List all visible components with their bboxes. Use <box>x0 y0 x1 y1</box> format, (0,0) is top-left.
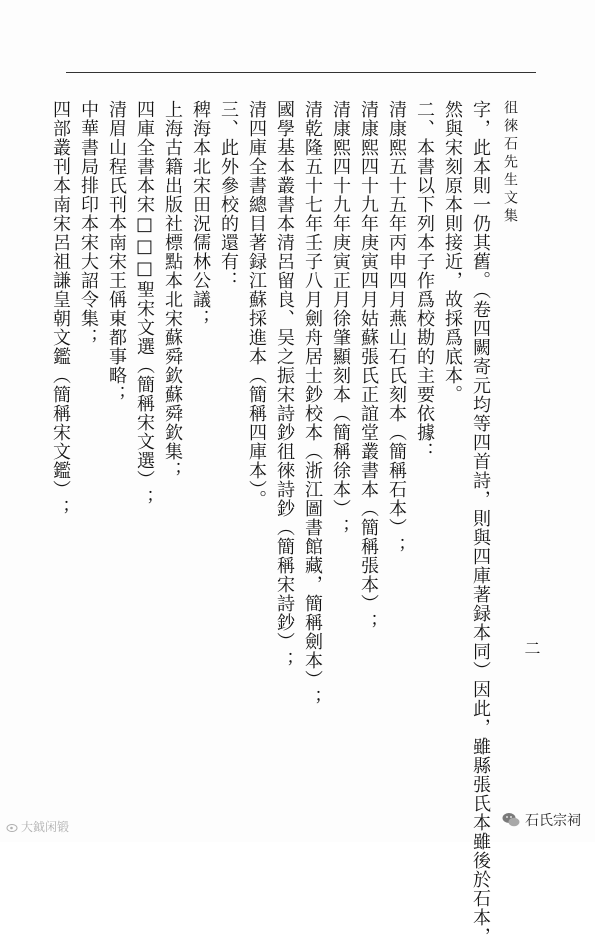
text-column: 三、此外參校的還有： <box>218 100 239 290</box>
text-column: 字，此本則一仍其舊。（卷四闕寄元均等四首詩，則與四庫著録本同）因此，雖縣張氏本雖後於石本， <box>470 100 491 946</box>
running-title: 徂徠石先生文集 <box>502 100 518 226</box>
watermark-left-text: 大鉞闲锻 <box>21 820 70 834</box>
text-column: 清康熙四十九年庚寅四月姑蘇張氏正誼堂叢書本（簡稱張本）； <box>358 100 379 632</box>
wechat-icon <box>502 812 520 828</box>
watermark-left <box>6 818 69 835</box>
weibo-icon <box>6 821 18 833</box>
header-rule <box>66 72 536 73</box>
watermark-right-text: 石氏宗祠 <box>525 812 581 828</box>
text-column: 上海古籍出版社標點本北宋蘇舜欽蘇舜欽集； <box>162 100 183 480</box>
text-column: 清康熙五十五年丙申四月燕山石氏刻本（簡稱石本）； <box>386 100 407 556</box>
text-column: 中華書局排印本宋大詔令集； <box>78 100 99 347</box>
text-column: 四庫全書本宋□□□聖宋文選（簡稱宋文選）； <box>134 100 155 508</box>
text-column: 國學基本叢書本清呂留良、吴之振宋詩鈔徂徠詩鈔（簡稱宋詩鈔）； <box>274 100 295 670</box>
text-column: 稗海本北宋田況儒林公議； <box>190 100 211 328</box>
text-column: 清四庫全書總目著録江蘇採進本（簡稱四庫本）。 <box>246 100 267 509</box>
text-column: 二、本書以下列本子作爲校勘的主要依據： <box>414 100 435 461</box>
text-column: 清乾隆五十七年壬子八月劍舟居士鈔校本（浙江圖書館藏，簡稱劍本）； <box>302 100 323 708</box>
text-column: 清康熙四十九年庚寅正月徐肇顯刻本（簡稱徐本）； <box>330 100 351 537</box>
text-column: 然與宋刻原本則接近，故採爲底本。 <box>442 100 463 404</box>
watermark-right <box>502 810 581 830</box>
text-column: 四部叢刊本南宋呂祖謙皇朝文鑑（簡稱宋文鑑）； <box>50 100 71 518</box>
text-column: 清眉山程氏刊本南宋王偁東都事略； <box>106 100 127 404</box>
page-number: 二 <box>522 640 541 656</box>
